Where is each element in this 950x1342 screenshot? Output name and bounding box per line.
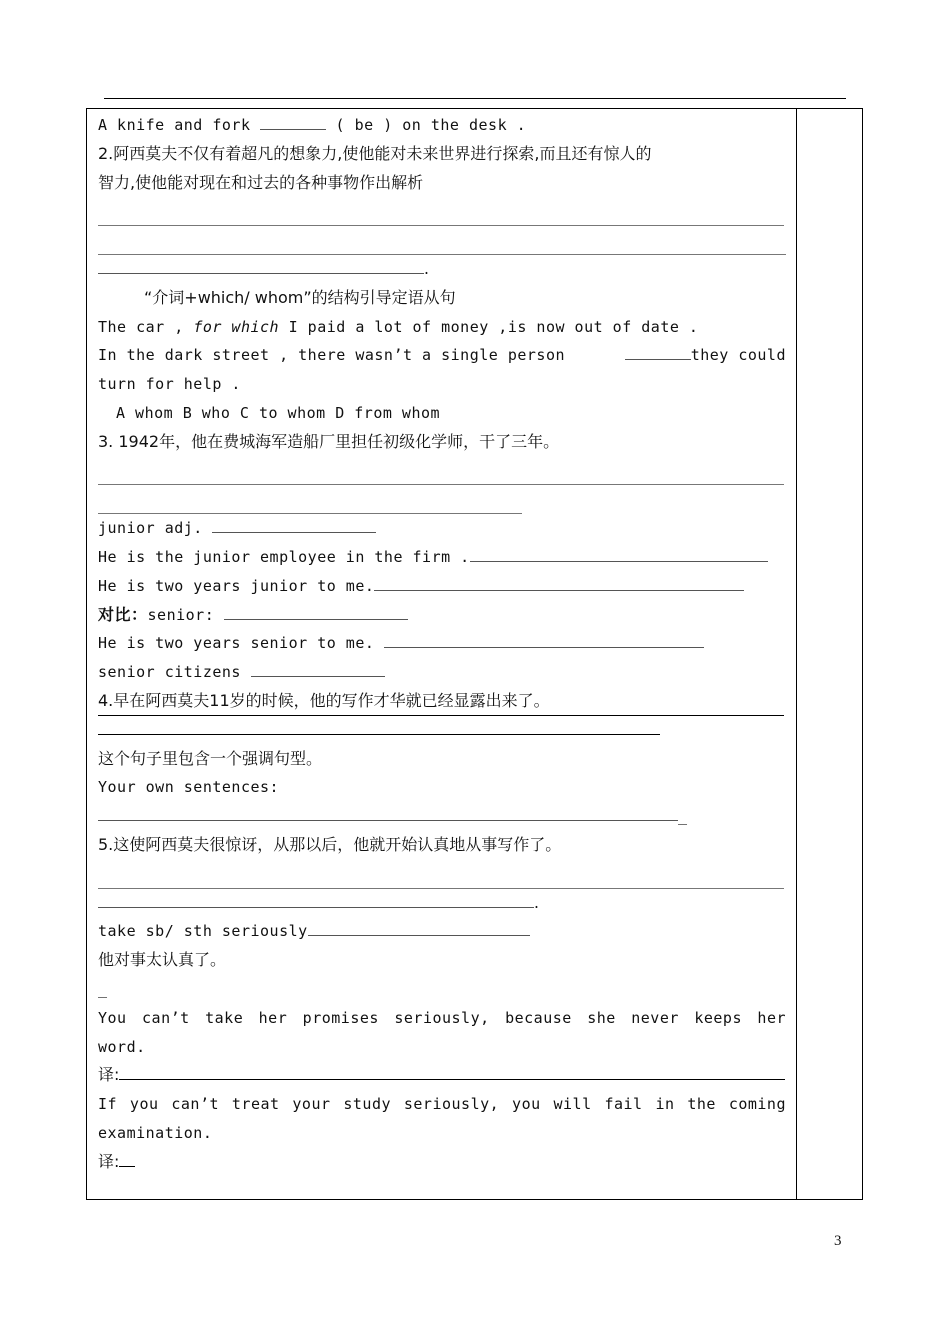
answer-blank[interactable] bbox=[251, 660, 385, 677]
answer-blank[interactable] bbox=[625, 343, 691, 360]
contrast-label: 对比： bbox=[98, 604, 148, 624]
grammar-heading: “介词+which/ whom”的结构引导定语从句 bbox=[144, 287, 456, 307]
answer-blank[interactable] bbox=[308, 919, 530, 936]
translation-line bbox=[98, 1061, 788, 1090]
answer-line[interactable] bbox=[98, 197, 784, 226]
fill-in-sentence bbox=[98, 341, 786, 370]
question-5: 5.这使阿西莫夫很惊讶，从那以后，他就开始认真地从事写作了。 bbox=[98, 834, 562, 854]
answer-blank[interactable] bbox=[374, 574, 744, 591]
multiple-choice-options: A whom B who C to whom D from whom bbox=[116, 403, 441, 422]
emphasis-note: 这个句子里包含一个强调句型。 bbox=[98, 748, 323, 768]
question-3: 3. 1942年，他在费城海军造船厂里担任初级化学师，干了三年。 bbox=[98, 431, 560, 451]
vocab-example bbox=[98, 629, 788, 658]
answer-line[interactable] bbox=[98, 860, 784, 889]
example-text: He is two years senior to me. bbox=[98, 634, 384, 653]
phrase-line bbox=[98, 917, 788, 946]
period: . bbox=[424, 259, 429, 278]
chinese-sentence: 他对事太认真了。 bbox=[98, 950, 227, 970]
vocab-term: junior adj. bbox=[98, 519, 213, 538]
answer-blank[interactable] bbox=[98, 257, 424, 274]
own-sentences-label: Your own sentences: bbox=[98, 778, 280, 797]
colon: : bbox=[114, 1065, 120, 1085]
answer-line[interactable] bbox=[98, 485, 522, 514]
page-number: 3 bbox=[834, 1233, 842, 1249]
answer-line-row bbox=[98, 716, 788, 745]
answer-line[interactable] bbox=[98, 226, 786, 255]
answer-blank[interactable] bbox=[260, 113, 326, 130]
example-sentence: You can’t take her promises seriously, because she never keeps her bbox=[98, 1008, 786, 1027]
notes-column-divider bbox=[796, 108, 797, 1200]
exercise-text: ( be ) on the desk . bbox=[326, 116, 527, 134]
vocab-example bbox=[98, 543, 788, 572]
question-4: 4.早在阿西莫夫11岁的时候，他的写作才华就已经显露出来了。 bbox=[98, 687, 784, 716]
vocab-example bbox=[98, 658, 788, 687]
translation-blank[interactable] bbox=[119, 1150, 135, 1167]
answer-line[interactable] bbox=[98, 457, 784, 486]
dash: _ bbox=[98, 979, 108, 998]
period: . bbox=[534, 893, 539, 912]
answer-blank[interactable] bbox=[98, 718, 660, 735]
answer-line-row bbox=[98, 802, 788, 831]
vocab-line bbox=[98, 514, 788, 543]
exercise-line bbox=[98, 111, 788, 140]
example-text: He is two years junior to me. bbox=[98, 576, 375, 595]
example-sentence-end: examination. bbox=[98, 1123, 213, 1142]
question-2-continued: 智力,使他能对现在和过去的各种事物作出解析 bbox=[98, 172, 424, 192]
example-text: they could bbox=[690, 346, 786, 365]
colon: : bbox=[114, 1151, 120, 1171]
answer-blank[interactable] bbox=[212, 516, 376, 533]
vocab-term: senior: bbox=[147, 605, 224, 624]
example-text: The car , bbox=[98, 317, 194, 336]
example-text: senior citizens bbox=[98, 663, 251, 682]
example-sentence: If you can’t treat your study seriously, you will fail in the coming bbox=[98, 1095, 786, 1114]
answer-line-end bbox=[98, 889, 788, 918]
translate-label: 译 bbox=[98, 1151, 115, 1171]
answer-blank[interactable] bbox=[470, 545, 768, 562]
highlighted-phrase: for which bbox=[193, 317, 280, 336]
example-sentence bbox=[98, 313, 788, 342]
worksheet-content bbox=[98, 111, 788, 1176]
phrase-term: take sb/ sth seriously bbox=[98, 922, 308, 941]
example-text: I paid a lot of money ,is now out of date . bbox=[279, 317, 699, 336]
contrast-line bbox=[98, 601, 788, 630]
example-sentence-end: word. bbox=[98, 1037, 146, 1056]
vocab-example bbox=[98, 572, 788, 601]
answer-blank[interactable] bbox=[98, 891, 534, 908]
header-rule bbox=[104, 98, 846, 99]
example-text: turn for help . bbox=[98, 375, 241, 394]
translation-line bbox=[98, 1148, 788, 1177]
translate-label: 译 bbox=[98, 1065, 115, 1085]
answer-blank[interactable] bbox=[98, 804, 678, 821]
question-2: 2.阿西莫夫不仅有着超凡的想象力,使他能对未来世界进行探索,而且还有惊人的 bbox=[98, 143, 652, 163]
answer-blank[interactable] bbox=[224, 603, 408, 620]
answer-line-end bbox=[98, 255, 788, 284]
example-text: In the dark street , there wasn’t a single person bbox=[98, 346, 566, 365]
dash: _ bbox=[678, 807, 688, 826]
exercise-text: A knife and fork bbox=[98, 116, 261, 134]
translation-blank[interactable] bbox=[119, 1063, 785, 1080]
answer-blank[interactable] bbox=[384, 631, 704, 648]
example-text: He is the junior employee in the firm . bbox=[98, 547, 470, 566]
